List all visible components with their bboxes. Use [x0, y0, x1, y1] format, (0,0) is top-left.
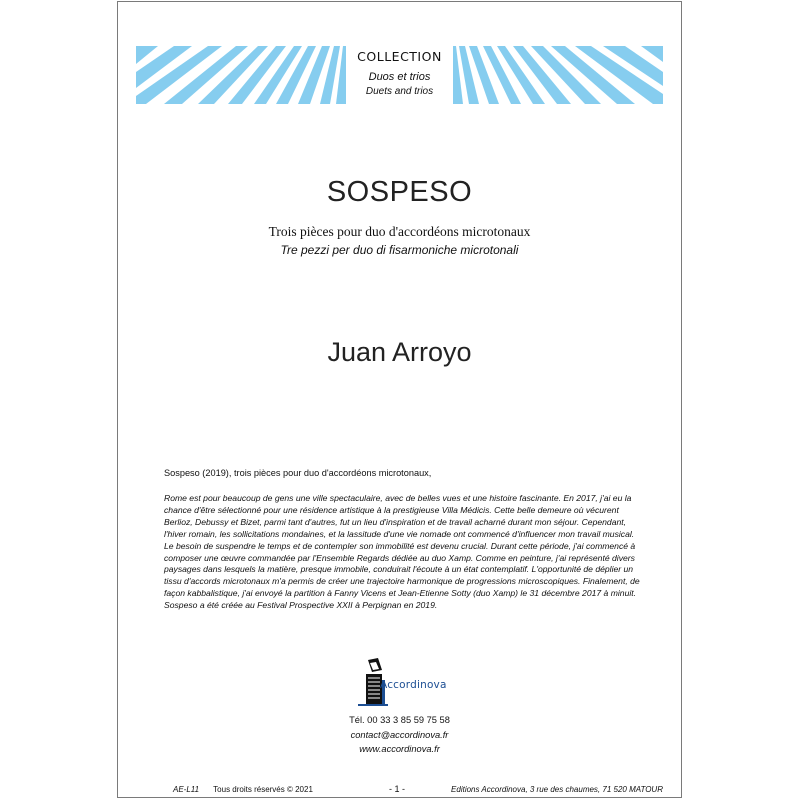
work-subtitle-fr: Trois pièces pour duo d'accordéons microtonaux — [268, 224, 531, 239]
contact-email[interactable]: contact@accordinova.fr — [350, 729, 449, 740]
work-subtitle-it: Tre pezzi per duo di fisarmoniche microtonali — [280, 243, 519, 257]
collection-banner-right — [453, 46, 663, 104]
contact-website[interactable]: www.accordinova.fr — [359, 744, 440, 754]
accordinova-logo — [358, 658, 448, 712]
logo-wordmark: Accordinova — [380, 679, 447, 691]
page-number: - 1 - — [389, 784, 406, 794]
copyright: Tous droits réservés © 2021 — [213, 785, 313, 794]
program-note-paragraph: Rome est pour beaucoup de gens une ville spectaculaire, avec de belles vues et une histoire fascinante. En 2017, j'ai eu la chance d'être sélectionné pour une résidence artistique à la prestigieuse Villa Médicis. Cette belle demeure où vécurent Berlioz, Debussy et Bizet, parmi tant d'autres, fut un lieu d'inspiration et de travail acharné durant mon séjour. Cependant, l'hiver romain, les sollicitations mondaines, et la lassitude d'une vie nomade ont commencé d'influencer mon travail musical. Le besoin de suspendre le temps et de contempler son immobilité est devenu crucial. Durant cette période, j'ai commencé à composer une œuvre commandée par l'Ensemble Regards dédiée au duo Xamp. Comme en peinture, j'ai représenté divers paysages dans lesquels la matière, presque immobile, conduirait l'écoute à un état contemplatif. L'opportunité de déplier un tissu d'accords microtonaux m'a permis de créer une trajectoire harmonique de progressions microscopiques. Finalement, de façon kabbalistique, j'ai envoyé la partition à Fanny Vicens et Jean-Etienne Sotty (duo Xamp) le 31 décembre 2017 à minuit. Sospeso a été créée au Festival Prospective XXII à Perpignan en 2019. — [164, 493, 640, 611]
contact-block — [118, 713, 681, 757]
collection-title: COLLECTION — [357, 49, 442, 64]
collection-label — [346, 46, 453, 104]
collection-subtitle-fr: Duos et trios — [368, 71, 431, 83]
work-title: SOSPESO — [326, 176, 473, 208]
publisher-address: Editions Accordinova, 3 rue des chaumes, 71 520 MATOUR — [451, 785, 663, 794]
program-note-intro: Sospeso (2019), trois pièces pour duo d'accordéons microtonaux, — [164, 468, 432, 478]
score-cover-page — [117, 1, 682, 798]
program-note-body — [164, 493, 644, 612]
catalog-code: AE-L11 — [173, 785, 200, 794]
collection-banner-left — [136, 46, 346, 104]
footer-left — [173, 785, 313, 794]
collection-subtitle-en: Duets and trios — [365, 86, 434, 97]
contact-phone: Tél. 00 33 3 85 59 75 58 — [349, 715, 450, 725]
composer-name: Juan Arroyo — [327, 337, 472, 367]
